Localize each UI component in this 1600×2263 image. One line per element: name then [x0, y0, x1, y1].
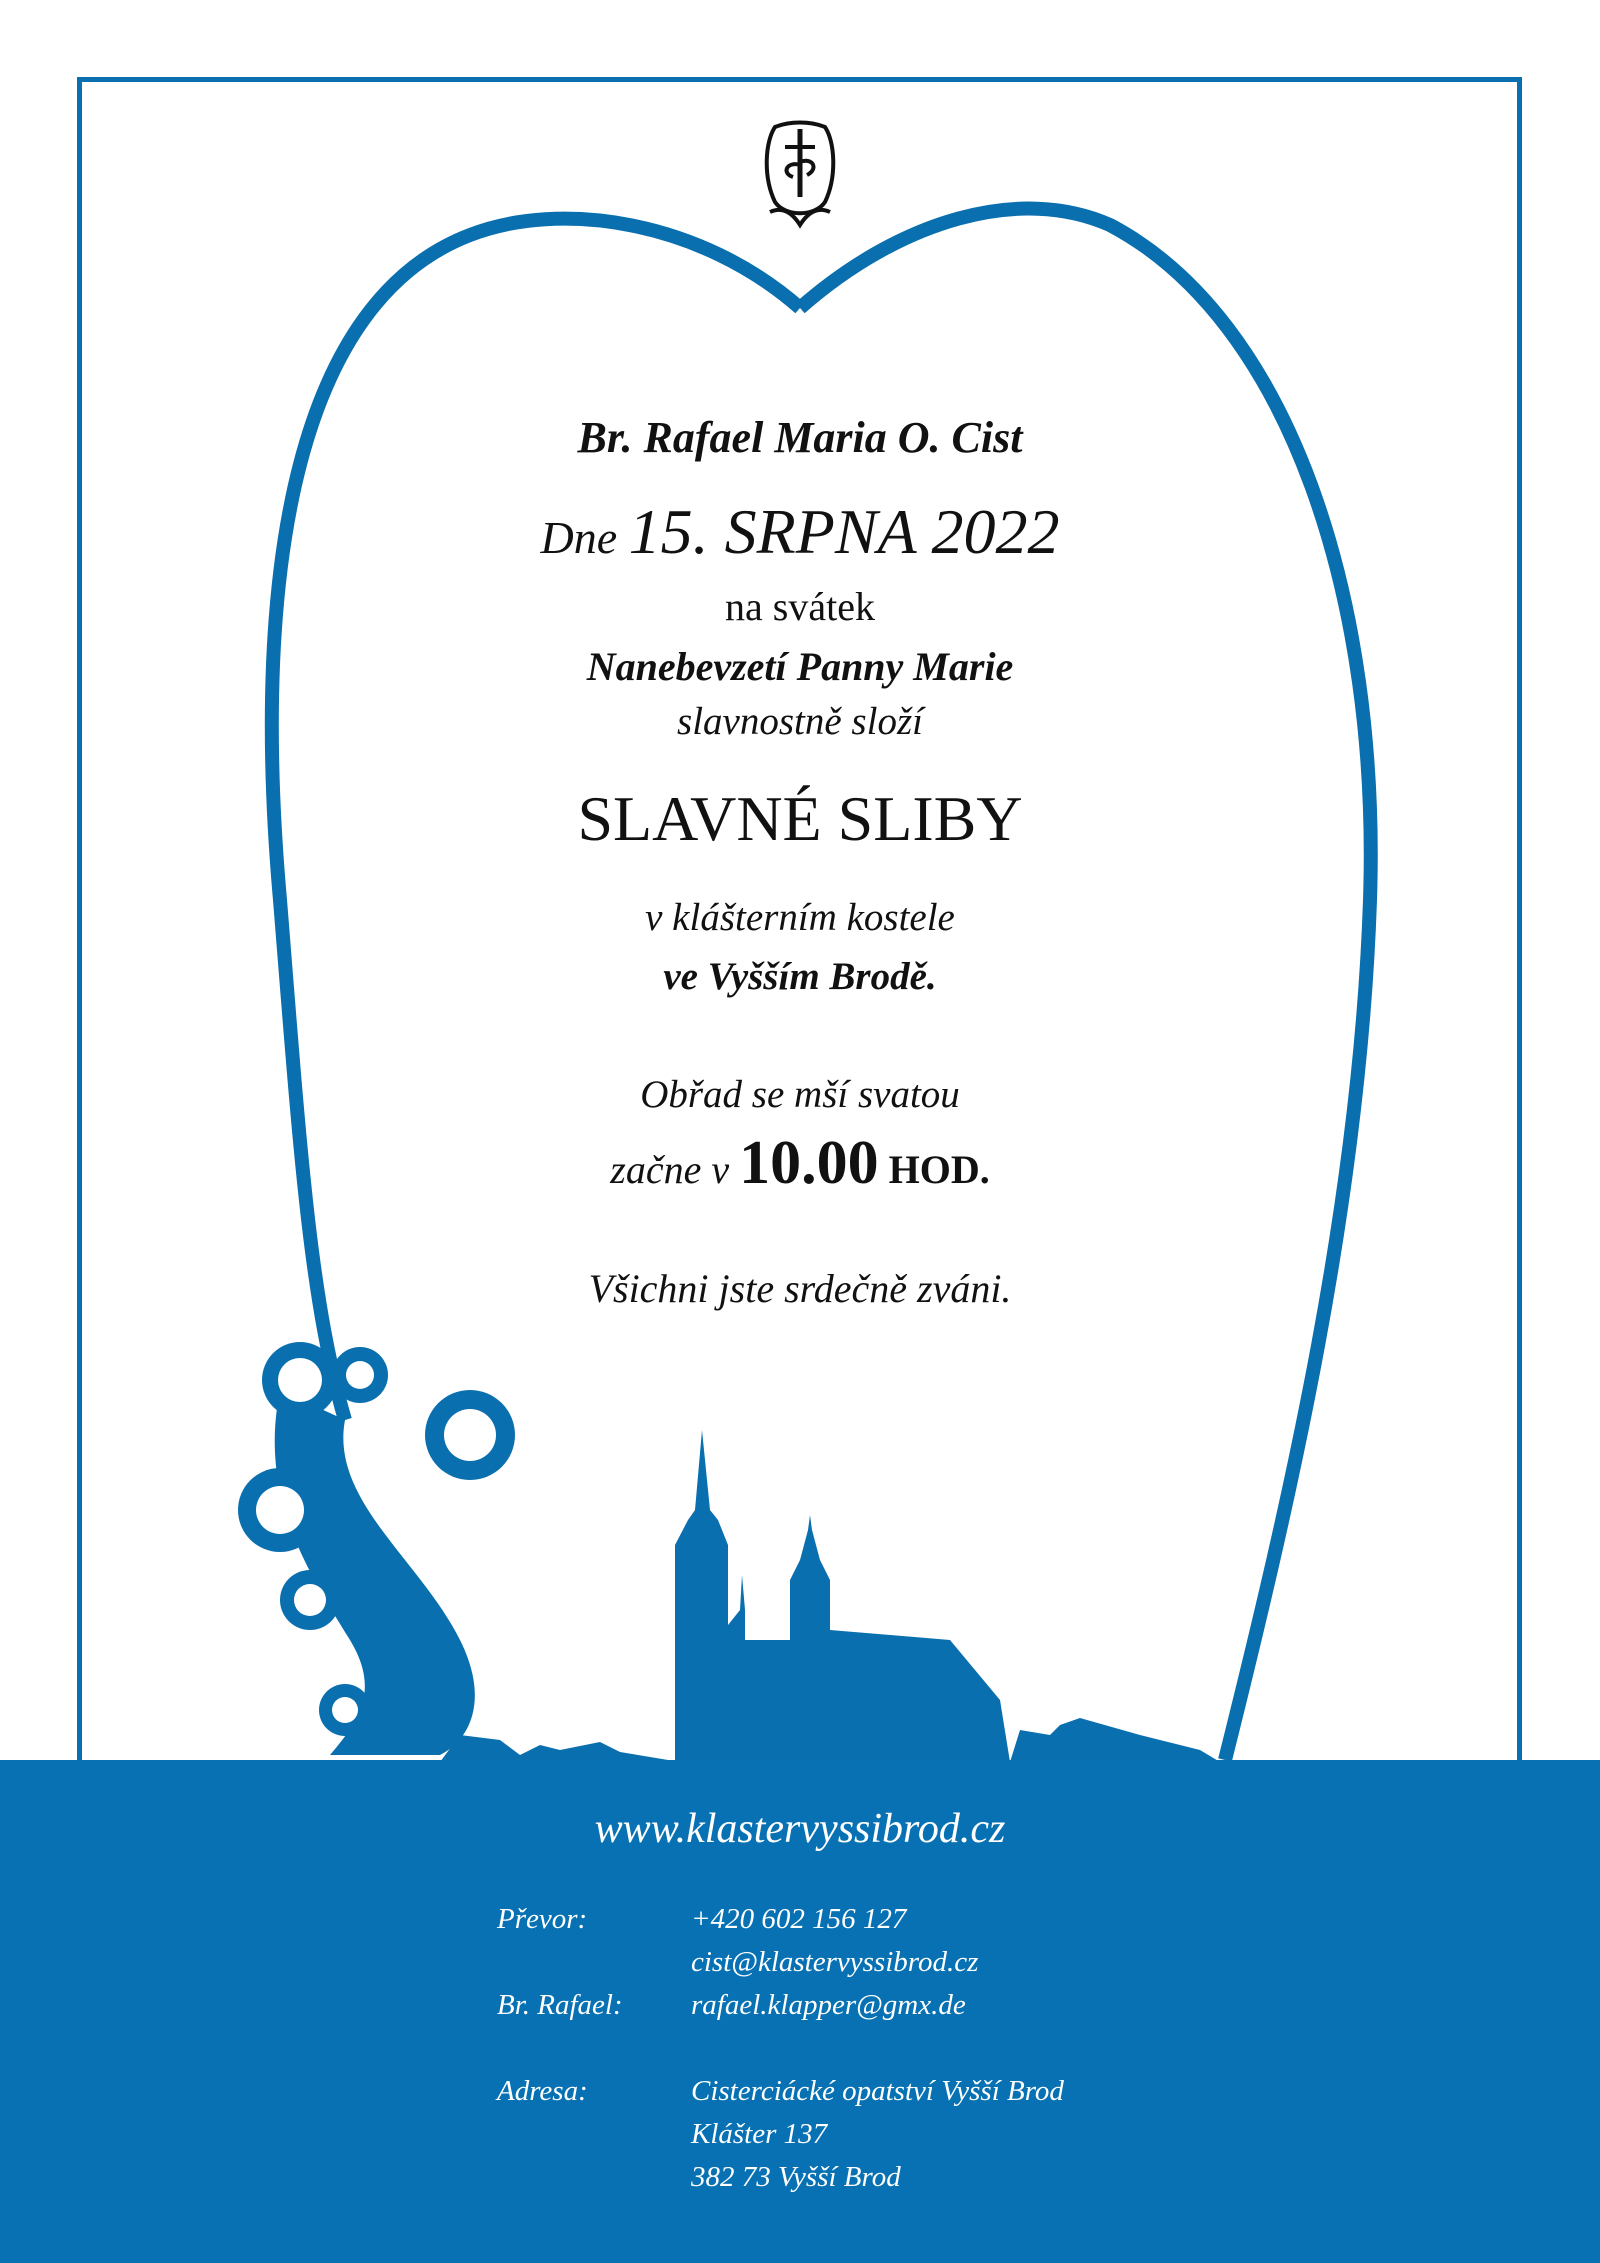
event-date: [0, 495, 1600, 569]
cistercian-crest-icon: [755, 117, 845, 237]
feast-name: Nanebevzetí Panny Marie: [586, 644, 1014, 689]
email-link[interactable]: rafael.klapper@gmx.de: [691, 1989, 966, 2021]
start-time: [0, 1128, 1600, 1199]
place-line-2: ve Vyšším Brodě.: [663, 955, 937, 998]
contact-label: Br. Rafael:: [497, 1989, 623, 2021]
website-link[interactable]: www.klastervyssibrod.cz: [594, 1806, 1006, 1852]
vows-title: SLAVNÉ SLIBY: [577, 783, 1023, 854]
address-line: Cisterciácké opatství Vyšší Brod: [691, 2075, 1064, 2107]
brother-name: Br. Rafael Maria O. Cist: [577, 413, 1023, 462]
time-value: 10.00: [739, 1129, 879, 1197]
address-line: 382 73 Vyšší Brod: [691, 2161, 901, 2193]
place-line-1: v klášterním kostele: [645, 896, 955, 939]
contact-label: Převor:: [497, 1903, 588, 1935]
church-silhouette: [440, 1430, 1220, 1762]
time-prefix: začne v: [610, 1147, 730, 1192]
date-value: 15. SRPNA 2022: [628, 496, 1060, 567]
date-prefix: Dne: [540, 512, 618, 563]
address-label: Adresa:: [497, 2075, 588, 2107]
email-link[interactable]: cist@klastervyssibrod.cz: [691, 1946, 979, 1978]
time-unit: HOD.: [888, 1147, 990, 1192]
address-line: Klášter 137: [691, 2118, 828, 2150]
feast-intro: na svátek: [725, 584, 875, 629]
ornament-swirls: [238, 1342, 515, 1755]
action-text: slavnostně složí: [677, 700, 923, 743]
phone-number[interactable]: +420 602 156 127: [691, 1903, 907, 1935]
closing-line: Všichni jste srdečně zváni.: [588, 1266, 1012, 1311]
rite-line: Obřad se mší svatou: [640, 1073, 960, 1116]
